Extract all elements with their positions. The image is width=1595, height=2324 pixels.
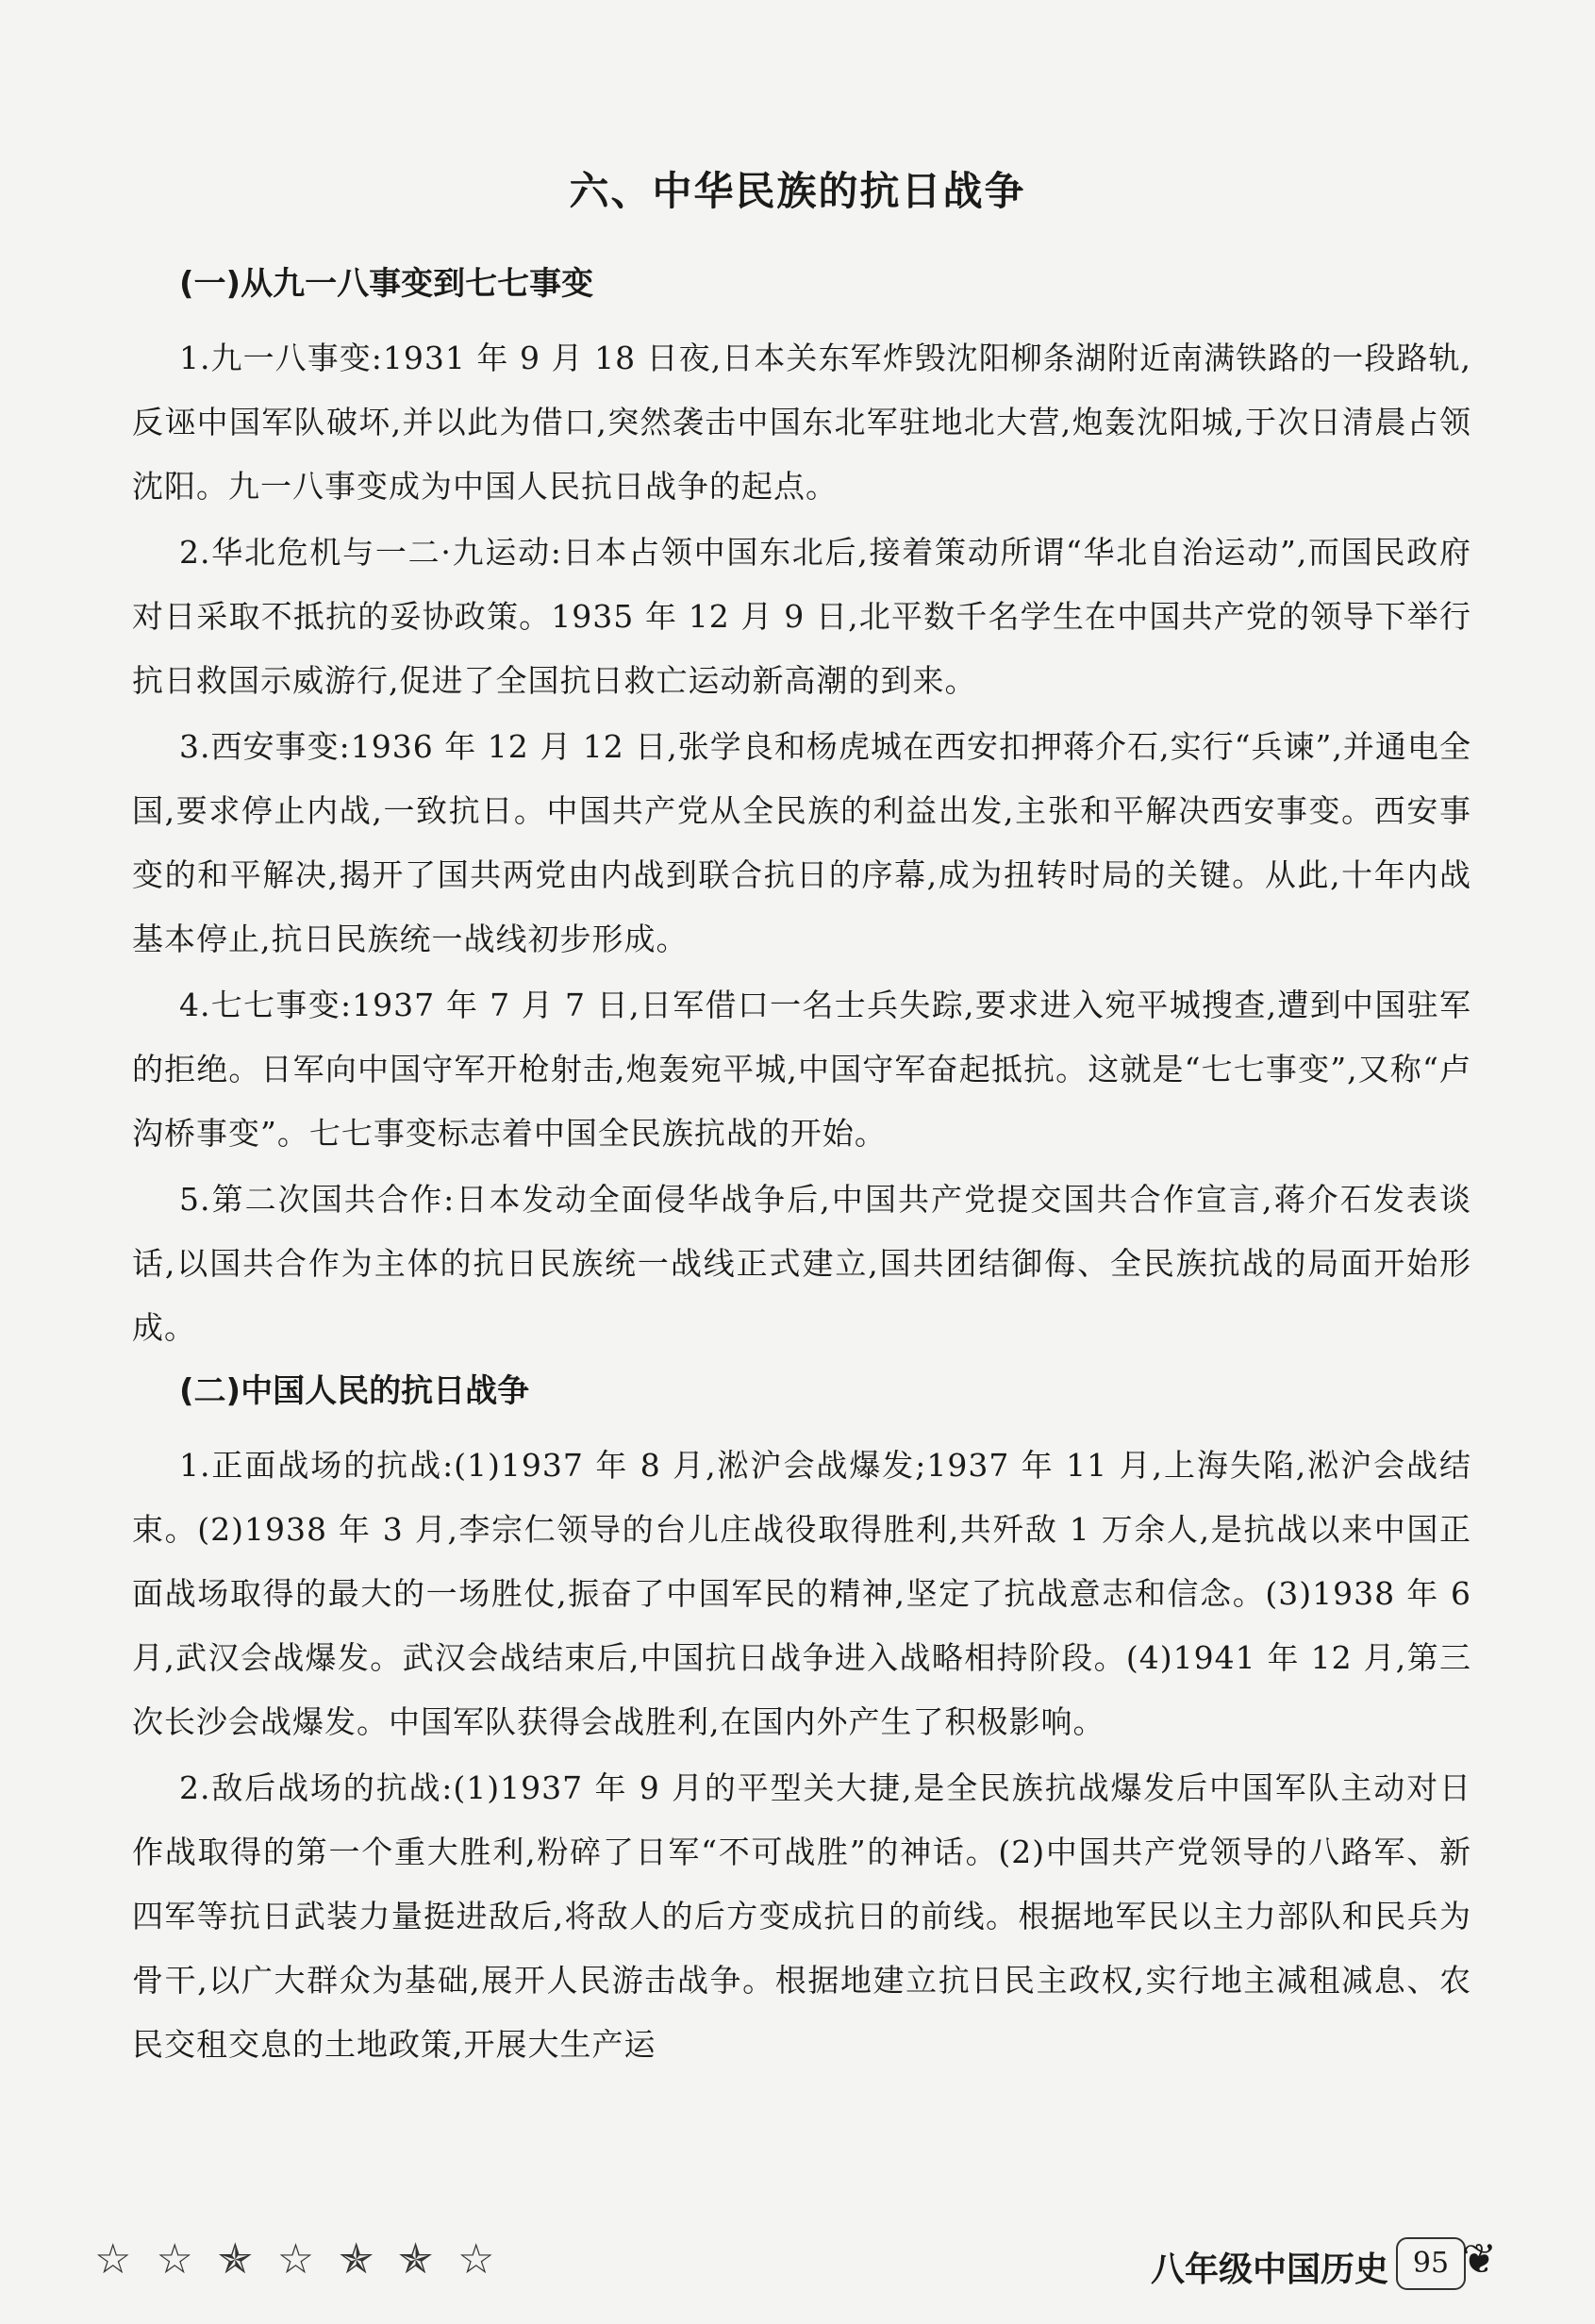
paragraph: 1.正面战场的抗战:(1)1937 年 8 月,淞沪会战爆发;1937 年 11 月,上海失陷,淞沪会战结束。(2)1938 年 3 月,李宗仁领导的台儿庄战役取得胜利,共歼敌 1 万余人,是抗战以来中国正面战场取得的最大的一场胜仗,振奋了中国军民的精神,坚定了抗战意志和信念。(3)1938 年 6 月,武汉会战爆发。武汉会战结束后,中国抗日战争进入战略相持阶段。(4)1941 年 12 月,第三次长沙会战爆发。中国军队获得会战胜利,在国内外产生了积极影响。 xyxy=(132,1447,1471,1740)
section-heading-2: (二)中国人民的抗日战争 xyxy=(179,1372,530,1410)
paragraph: 5.第二次国共合作:日本发动全面侵华战争后,中国共产党提交国共合作宣言,蒋介石发表谈话,以国共合作为主体的抗日民族统一战线正式建立,国共团结御侮、全民族抗战的局面开始形成。 xyxy=(132,1181,1471,1346)
paragraph: 2.敌后战场的抗战:(1)1937 年 9 月的平型关大捷,是全民族抗战爆发后中国军队主动对日作战取得的第一个重大胜利,粉碎了日军“不可战胜”的神话。(2)中国共产党领导的八路军、新四军等抗日武装力量挺进敌后,将敌人的后方变成抗日的前线。根据地军民以主力部队和民兵为骨干,以广大群众为基础,展开人民游击战争。根据地建立抗日民主政权,实行地主减租减息、农民交租交息的土地政策,开展大生产运 xyxy=(132,1769,1471,2063)
star-rating-decoration: ☆☆✯☆✯✯☆ xyxy=(94,2235,520,2283)
main-content xyxy=(132,255,1471,2079)
page-footer xyxy=(94,2235,1509,2301)
page-number: 95 xyxy=(1396,2237,1466,2290)
page-title: 六、中华民族的抗日战争 xyxy=(569,168,1026,214)
paragraph: 1.九一八事变:1931 年 9 月 18 日夜,日本关东军炸毁沈阳柳条湖附近南满铁路的一段路轨,反诬中国军队破坏,并以此为借口,突然袭击中国东北军驻地北大营,炮轰沈阳城,于次日清晨占领沈阳。九一八事变成为中国人民抗日战争的起点。 xyxy=(132,340,1471,505)
paragraph: 2.华北危机与一二·九运动:日本占领中国东北后,接着策动所谓“华北自治运动”,而国民政府对日采取不抵抗的妥协政策。1935 年 12 月 9 日,北平数千名学生在中国共产党的领导下举行抗日救国示威游行,促进了全国抗日救亡运动新高潮的到来。 xyxy=(132,534,1471,699)
leaf-icon: ❦ xyxy=(1462,2235,1497,2283)
paragraph: 3.西安事变:1936 年 12 月 12 日,张学良和杨虎城在西安扣押蒋介石,实行“兵谏”,并通电全国,要求停止内战,一致抗日。中国共产党从全民族的利益出发,主张和平解决西安事变。西安事变的和平解决,揭开了国共两党由内战到联合抗日的序幕,成为扭转时局的关键。从此,十年内战基本停止,抗日民族统一战线初步形成。 xyxy=(132,728,1471,957)
section-heading-1: (一)从九一八事变到七七事变 xyxy=(179,265,594,303)
book-title: 八年级中国历史 xyxy=(1151,2250,1389,2289)
paragraph: 4.七七事变:1937 年 7 月 7 日,日军借口一名士兵失踪,要求进入宛平城搜查,遭到中国驻军的拒绝。日军向中国守军开枪射击,炮轰宛平城,中国守军奋起抵抗。这就是“七七事变”,又称“卢沟桥事变”。七七事变标志着中国全民族抗战的开始。 xyxy=(132,987,1471,1152)
